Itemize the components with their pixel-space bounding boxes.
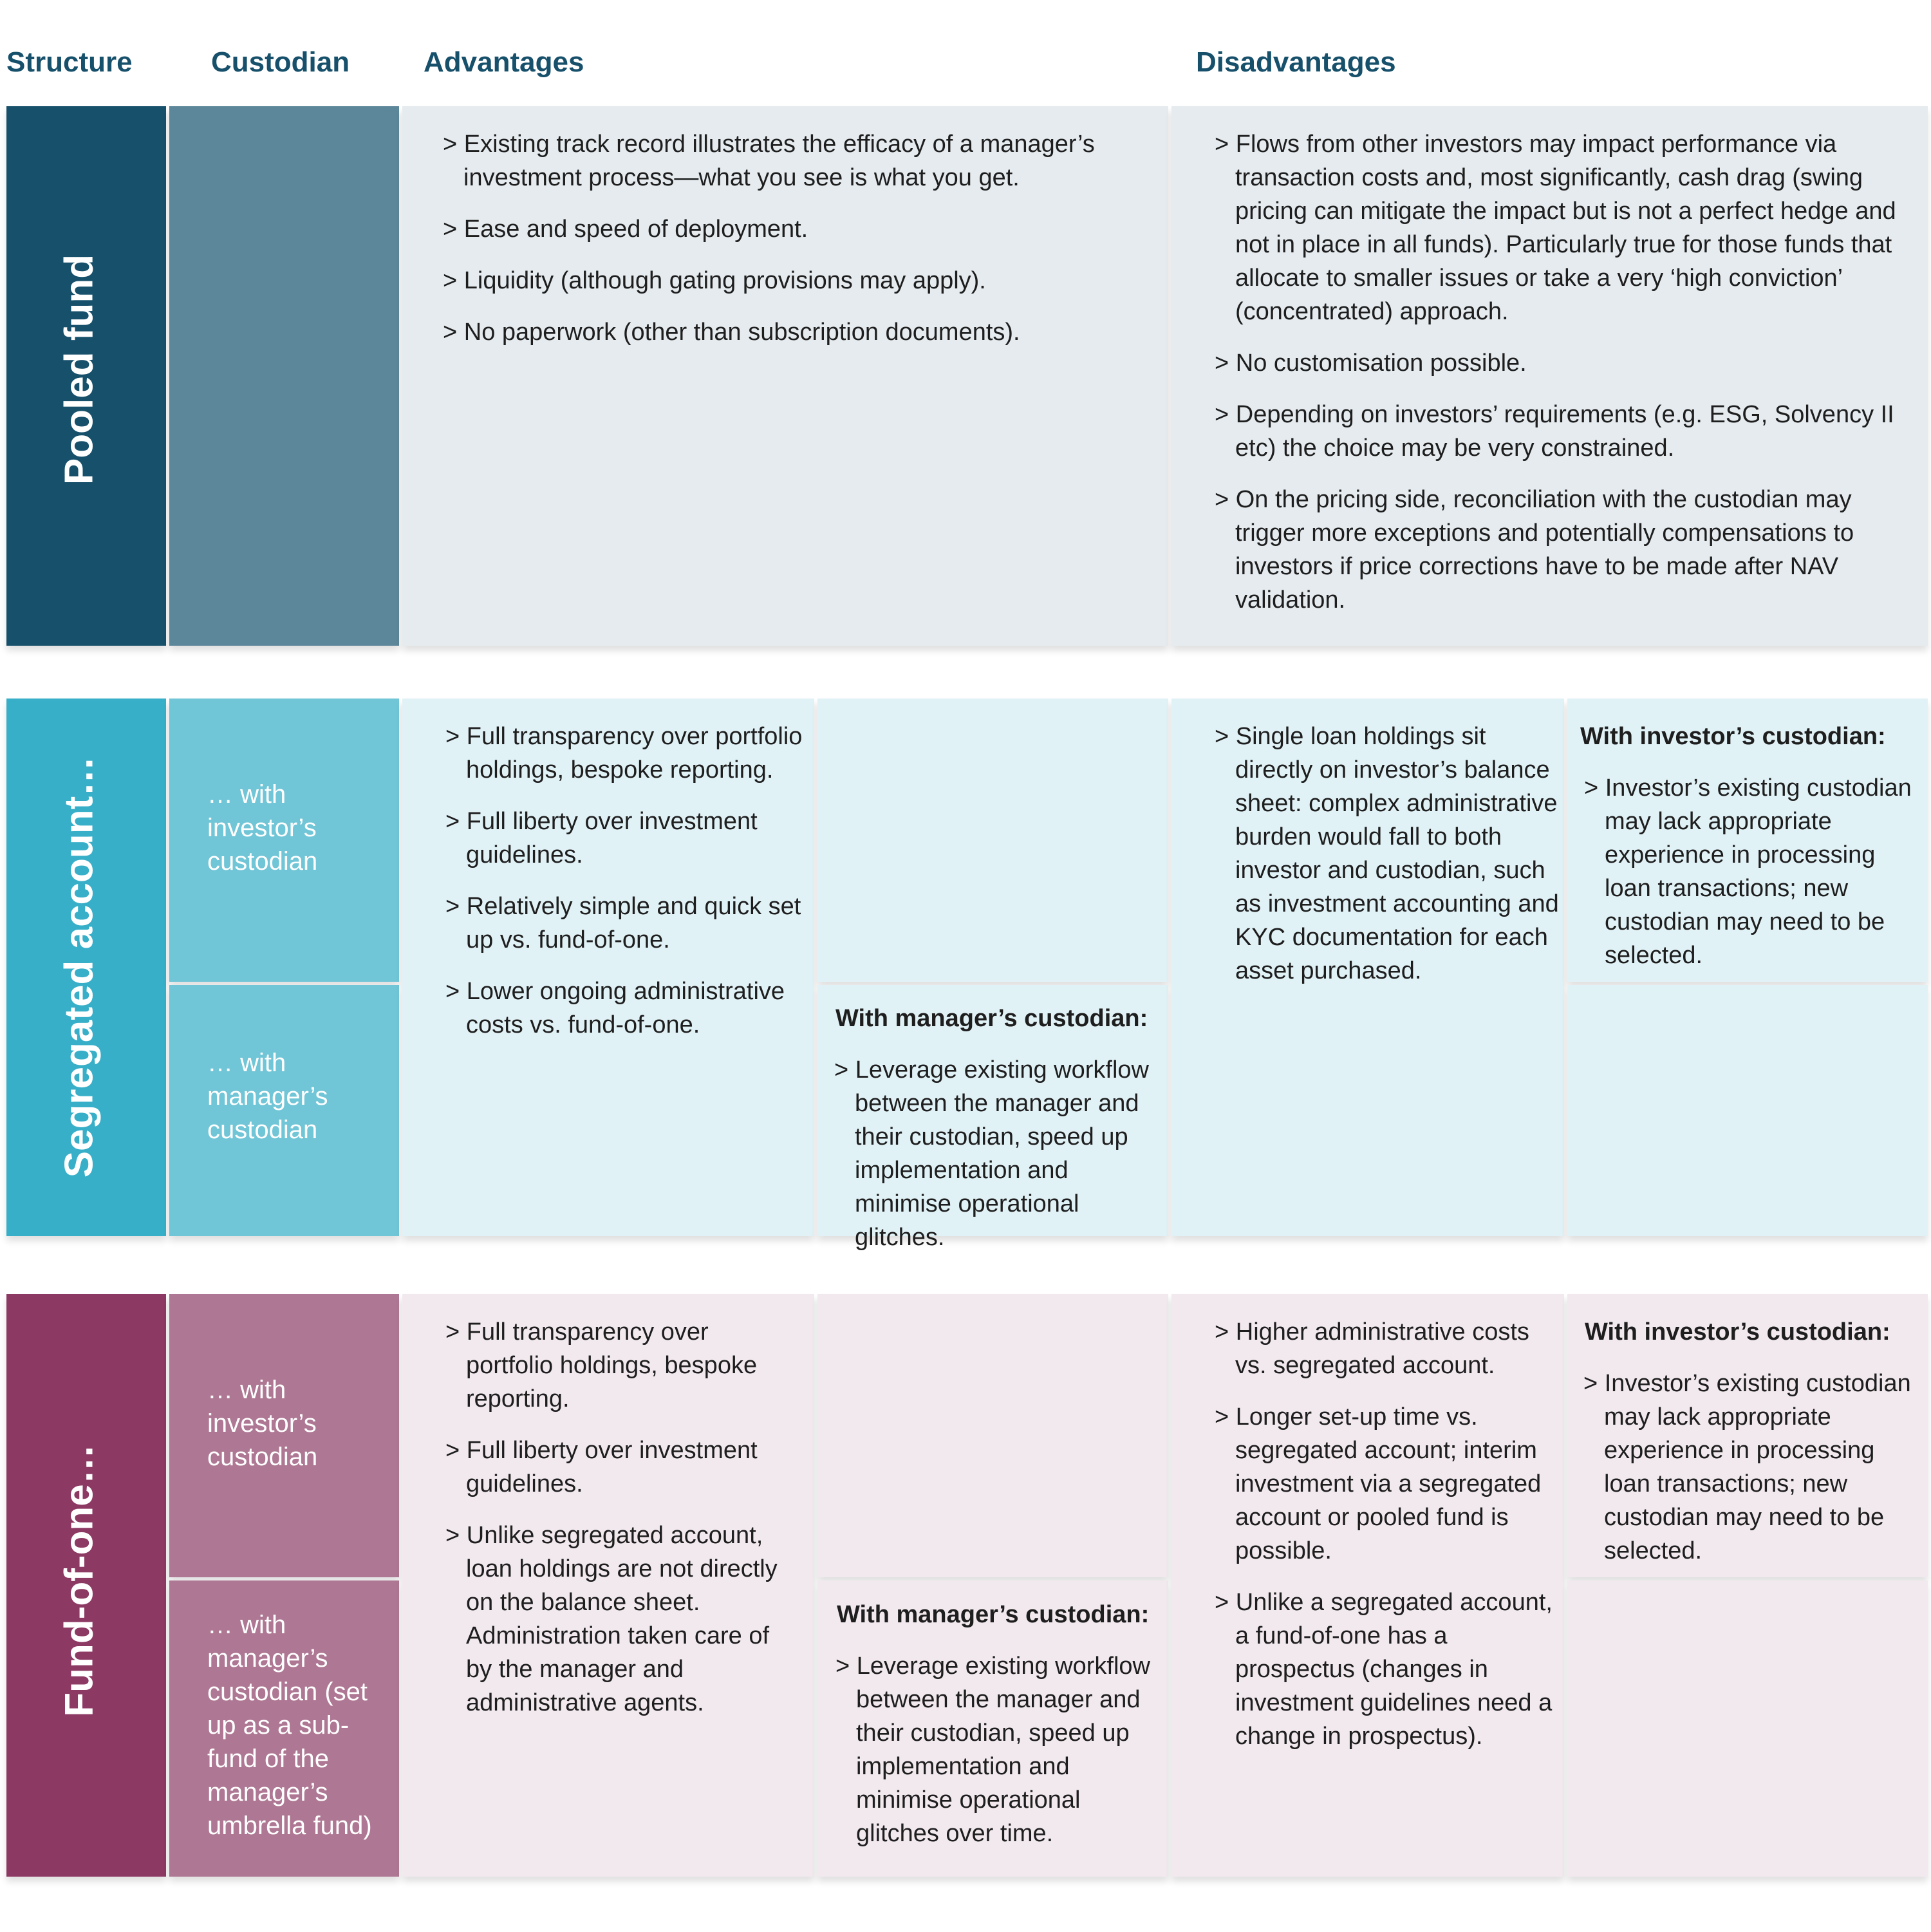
fund-of-one-disadvantages-list [1216,1315,1563,1771]
list-item: > Single loan holdings sit directly on investor’s balance sheet: complex administrative burden would fall to both investor and custodian, such as investment accounting and KYC documentation for each asset purchased. [1216,720,1563,988]
subheading: With investor’s custodian: [1580,723,1886,750]
list-item: > Unlike segregated account, loan holdings are not directly on the balance sheet. Administration taken care of by the manager and administrative agents. [447,1519,791,1720]
segregated-disadvantages-manager-cell [1567,985,1928,1236]
subheading: With manager’s custodian: [837,1601,1150,1628]
fund-of-one-manager-advantages [837,1598,1165,1868]
list-item: > Full transparency over portfolio holdings, bespoke reporting. [447,1315,791,1416]
list-item: > Lower ongoing administrative costs vs. fund-of-one. [447,975,807,1042]
segregated-investor-disadvantages [1580,720,1915,990]
subheading: With investor’s custodian: [1585,1318,1890,1346]
fund-of-one-label: Fund-of-one… [57,1444,102,1717]
list-item: > Depending on investors’ requirements (e.g. ESG, Solvency II etc) the choice may be very constrained. [1216,398,1911,465]
list-item: > Unlike a segregated account, a fund-of-one has a prospectus (changes in investment guidelines need a change in prospectus). [1216,1586,1563,1753]
list-item: > Relatively simple and quick set up vs. fund-of-one. [447,890,807,957]
segregated-label: Segregated account… [57,756,102,1178]
fund-of-one-advantages-list [447,1315,791,1738]
header-advantages: Advantages [424,46,584,78]
pooled-fund-label: Pooled fund [57,254,102,485]
list-item: > Flows from other investors may impact performance via transaction costs and, most significantly, cash drag (swing pricing can mitigate the impact but is not a perfect hedge and not in place in all funds). Particularly true for those funds that allocate to smaller issues or take a very ‘high conviction’ (concentrated) approach. [1216,127,1911,328]
list-item: > Investor’s existing custodian may lack appropriate experience in processing loan transactions; new custodian may need to be selected. [1580,771,1915,972]
list-item: > Ease and speed of deployment. [444,212,1159,246]
segregated-custodian-investor-label: … with investor’s custodian [207,780,318,876]
segregated-advantages-investor-cell [817,699,1168,982]
list-item: > Liquidity (although gating provisions may apply). [444,264,1159,297]
pooled-disadvantages-list [1216,127,1911,635]
list-item: > Existing track record illustrates the efficacy of a manager’s investment process—what you see is what you get. [444,127,1159,194]
list-item: > Investor’s existing custodian may lack appropriate experience in processing loan transactions; new custodian may need to be selected. [1585,1367,1923,1568]
fund-of-one-custodian-investor-label: … with investor’s custodian [207,1376,318,1471]
header-structure: Structure [6,46,133,78]
fund-of-one-disadvantages-manager-cell [1567,1580,1928,1877]
segregated-custodian-manager-label: … with manager’s custodian [207,1049,328,1144]
list-item: > Full liberty over investment guidelines. [447,805,807,872]
list-item: > No paperwork (other than subscription documents). [444,315,1159,349]
list-item: > Higher administrative costs vs. segregated account. [1216,1315,1563,1382]
segregated-manager-advantages [835,1002,1168,1272]
fund-of-one-advantages-investor-cell [817,1294,1168,1577]
segregated-disadvantages-list [1216,720,1563,1006]
list-item: > Leverage existing workflow between the manager and their custodian, speed up implementation and minimise operational glitches over time. [837,1649,1165,1850]
fund-of-one-investor-disadvantages [1585,1315,1923,1586]
pooled-custodian-cell [169,106,399,646]
list-item: > On the pricing side, reconciliation with the custodian may trigger more exceptions and potentially compensations to investors if price corrections have to be made after NAV validation. [1216,483,1911,617]
list-item: > Full liberty over investment guidelines. [447,1434,791,1501]
list-item: > Full transparency over portfolio holdings, bespoke reporting. [447,720,807,787]
segregated-advantages-list [447,720,807,1060]
subheading: With manager’s custodian: [835,1005,1148,1032]
header-custodian: Custodian [211,46,350,78]
list-item: > Leverage existing workflow between the manager and their custodian, speed up implementation and minimise operational glitches. [835,1053,1168,1254]
list-item: > No customisation possible. [1216,346,1911,380]
list-item: > Longer set-up time vs. segregated account; interim investment via a segregated account or pooled fund is possible. [1216,1400,1563,1568]
fund-of-one-custodian-manager-label: … with manager’s custodian (set up as a sub-fund of the manager’s umbrella fund) [207,1611,372,1840]
header-disadvantages: Disadvantages [1196,46,1396,78]
pooled-advantages-list [444,127,1159,367]
